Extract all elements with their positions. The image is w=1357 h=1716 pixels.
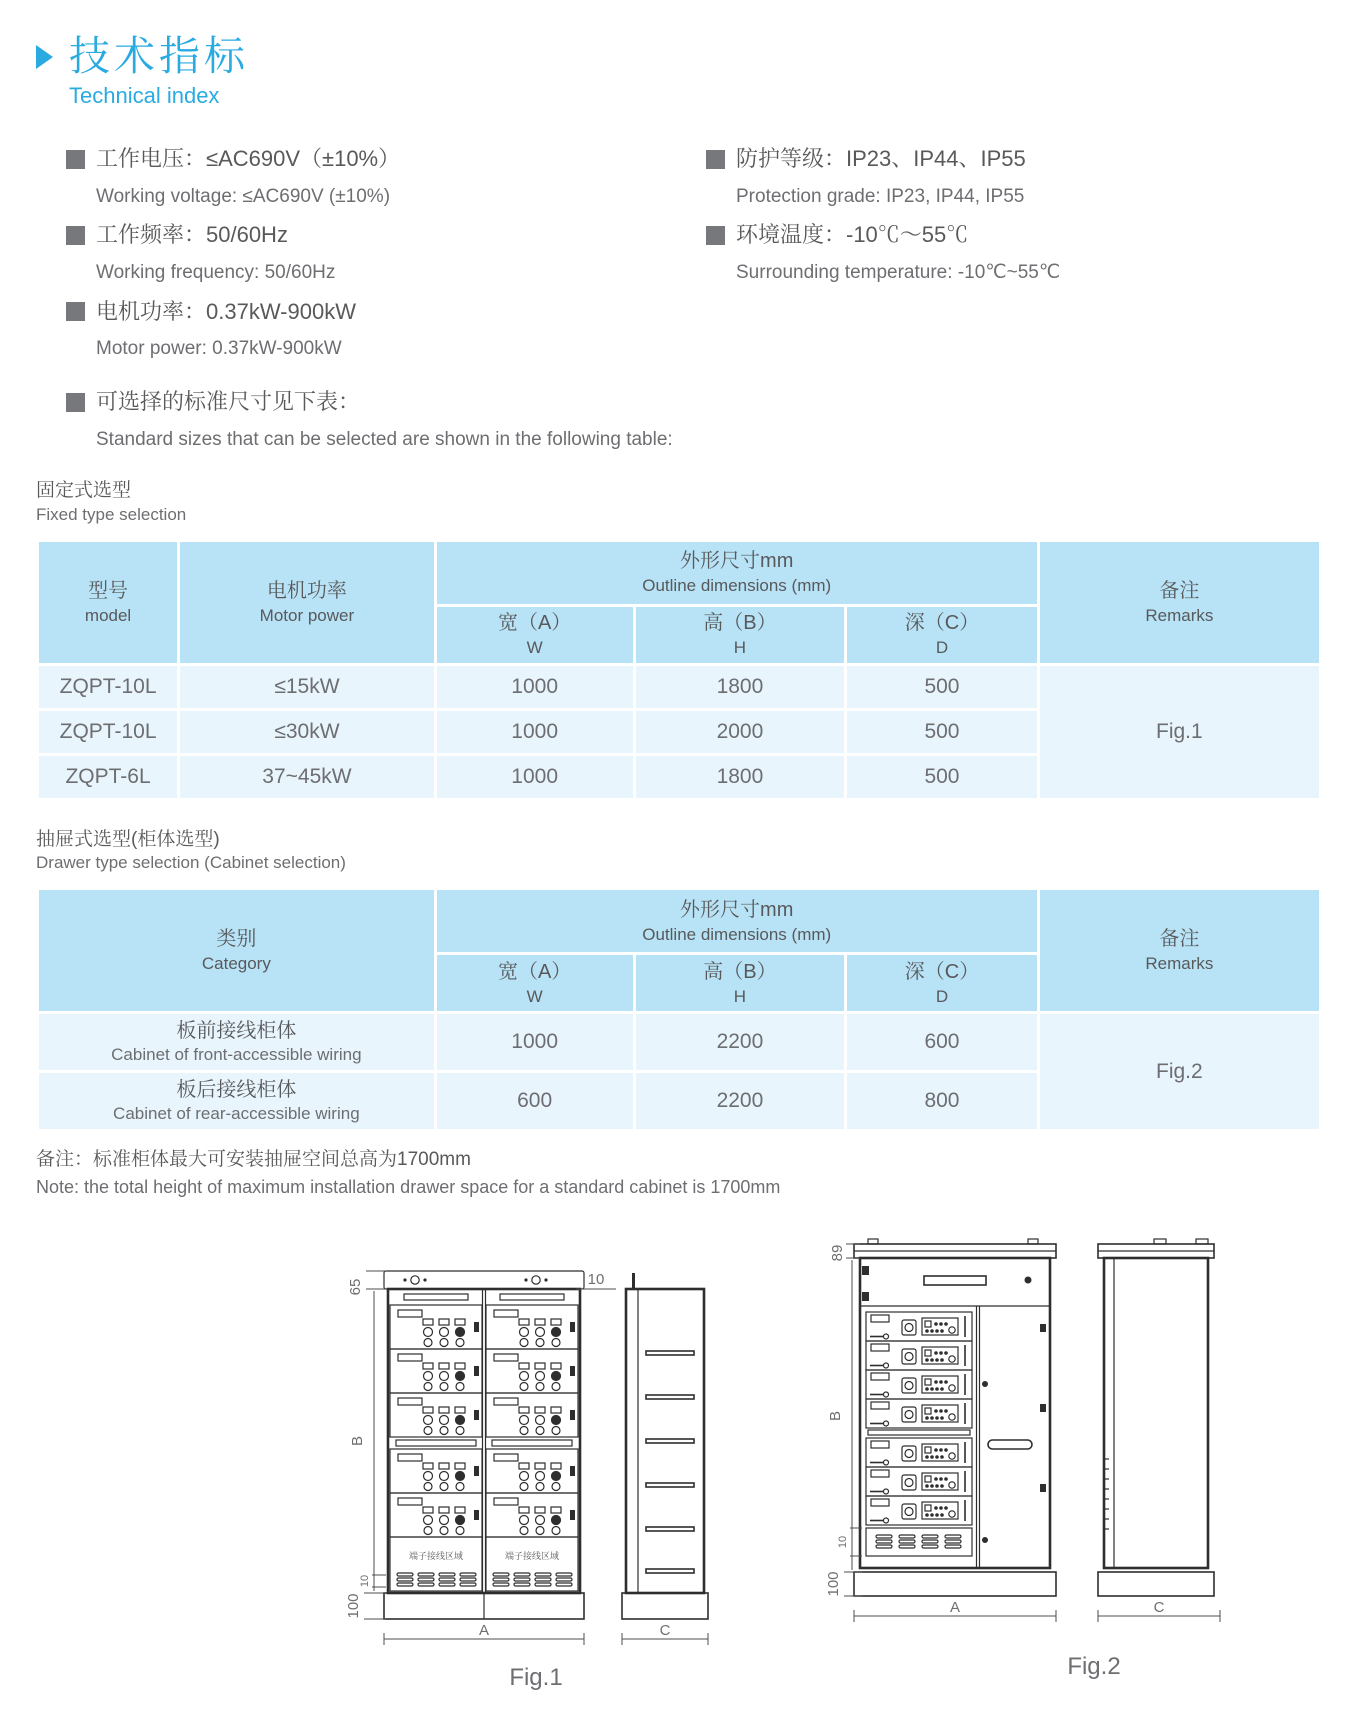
cell-height: 2000 xyxy=(634,709,846,754)
col-header-depth: 深（C） D xyxy=(846,954,1038,1013)
fixed-type-table xyxy=(36,539,1322,801)
spec-en-text: Working frequency: 50/60Hz xyxy=(96,261,336,283)
cell-height: 1800 xyxy=(634,754,846,799)
dim-89: 89 xyxy=(829,1244,846,1262)
cell-depth: 600 xyxy=(846,1013,1038,1072)
col-header-remarks: 备注 Remarks xyxy=(1038,889,1320,1013)
bullet-square-icon xyxy=(66,302,85,321)
section-label-cn: 抽屉式选型(柜体选型) xyxy=(36,828,220,850)
fig1-dimensions xyxy=(345,1271,708,1645)
bullet-square-icon xyxy=(66,150,85,169)
note-en: Note: the total height of maximum installation drawer space for a standard cabinet is 1700mm xyxy=(36,1176,781,1197)
cell-width: 1000 xyxy=(435,709,634,754)
spec-protection-grade xyxy=(676,145,1322,209)
spec-list xyxy=(36,133,1322,366)
col-header-outline-dimensions: 外形尺寸mm Outline dimensions (mm) xyxy=(435,889,1038,954)
spec-en-text: Working voltage: ≤AC690V (±10%) xyxy=(96,185,391,207)
terminal-area-label: 端子接线区域 xyxy=(408,1551,464,1562)
fig2-drawing xyxy=(764,1206,1284,1696)
cell-power: ≤30kW xyxy=(179,709,436,754)
terminal-area-label: 端子接线区域 xyxy=(504,1551,560,1562)
fig1-caption: Fig.1 xyxy=(509,1664,563,1692)
col-header-width: 宽（A） W xyxy=(435,605,634,664)
spec-cn-text: 电机功率：0.37kW-900kW xyxy=(96,298,356,324)
dim-B: B xyxy=(349,1436,366,1447)
fig2-front-view xyxy=(854,1239,1056,1596)
dim-10-small: 10 xyxy=(837,1535,849,1549)
col-header-height: 高（B） H xyxy=(634,954,846,1013)
spec-cn-text: 可选择的标准尺寸见下表： xyxy=(96,388,361,414)
bullet-square-icon xyxy=(66,393,85,412)
spec-column-right xyxy=(676,133,1322,366)
cell-height: 1800 xyxy=(634,664,846,709)
cell-height: 2200 xyxy=(634,1013,846,1072)
spec-surrounding-temperature xyxy=(676,221,1322,285)
cell-width: 1000 xyxy=(435,664,634,709)
spec-cn-text: 工作电压：≤AC690V（±10%） xyxy=(96,146,401,172)
spec-column-left xyxy=(36,133,676,366)
col-header-depth: 深（C） D xyxy=(846,605,1038,664)
note-cn: 备注：标准柜体最大可安装抽屉空间总高为1700mm xyxy=(36,1149,471,1171)
cell-power: 37~45kW xyxy=(179,754,436,799)
fig1-front-view xyxy=(384,1271,584,1619)
spec-cn-text: 环境温度：-10℃～55℃ xyxy=(736,222,969,248)
bullet-square-icon xyxy=(706,150,725,169)
spec-motor-power xyxy=(36,298,676,362)
cell-category: 板后接线柜体 Cabinet of rear-accessible wiring xyxy=(38,1072,436,1131)
cell-model: ZQPT-6L xyxy=(38,754,179,799)
spec-en-text: Motor power: 0.37kW-900kW xyxy=(96,338,342,360)
cell-remarks: Fig.1 xyxy=(1038,664,1320,799)
cell-remarks: Fig.2 xyxy=(1038,1013,1320,1131)
cell-category: 板前接线柜体 Cabinet of front-accessible wiring xyxy=(38,1013,436,1072)
cell-depth: 800 xyxy=(846,1072,1038,1131)
spec-cn-text: 防护等级：IP23、IP44、IP55 xyxy=(736,146,1026,172)
page-header xyxy=(36,34,1322,79)
spec-en-text: Surrounding temperature: -10℃~55℃ xyxy=(736,261,1061,283)
side-dashes xyxy=(1105,1459,1109,1529)
fig2-dimensions xyxy=(825,1244,1220,1622)
dim-B: B xyxy=(827,1411,844,1422)
cell-width: 600 xyxy=(435,1072,634,1131)
spec-cn-text: 工作频率：50/60Hz xyxy=(96,222,288,248)
col-header-model: 型号 model xyxy=(38,540,179,664)
fig1-side-view xyxy=(622,1273,708,1619)
page-title: 技术指标 xyxy=(69,33,249,79)
spec-working-frequency xyxy=(36,221,676,285)
dim-A: A xyxy=(949,1599,961,1617)
col-header-height: 高（B） H xyxy=(634,605,846,664)
page-subtitle: Technical index xyxy=(69,83,220,109)
fig1-drawing xyxy=(326,1241,746,1696)
dim-10-small: 10 xyxy=(359,1574,371,1588)
col-header-width: 宽（A） W xyxy=(435,954,634,1013)
spec-table-intro xyxy=(36,388,1322,452)
cell-power: ≤15kW xyxy=(179,664,436,709)
dim-65: 65 xyxy=(347,1278,364,1296)
drawer-type-table xyxy=(36,887,1322,1132)
cell-width: 1000 xyxy=(435,1013,634,1072)
col-header-remarks: 备注 Remarks xyxy=(1038,540,1320,664)
bullet-square-icon xyxy=(66,226,85,245)
dim-C: C xyxy=(1153,1599,1165,1617)
col-header-motor-power: 电机功率 Motor power xyxy=(179,540,436,664)
dim-10-top: 10 xyxy=(587,1271,605,1289)
section-label-cn: 固定式选型 xyxy=(36,480,132,502)
spec-working-voltage xyxy=(36,145,676,209)
cell-depth: 500 xyxy=(846,709,1038,754)
cell-height: 2200 xyxy=(634,1072,846,1131)
dim-100: 100 xyxy=(345,1593,362,1619)
fig2-vent-module xyxy=(866,1528,972,1556)
section-label-en: Fixed type selection xyxy=(36,504,187,524)
spec-en-text: Standard sizes that can be selected are shown in the following table: xyxy=(96,428,673,450)
spec-en-text: Protection grade: IP23, IP44, IP55 xyxy=(736,185,1025,207)
cell-depth: 500 xyxy=(846,754,1038,799)
dim-100: 100 xyxy=(825,1571,842,1597)
table-row xyxy=(38,664,1321,709)
fixed-type-section-label xyxy=(36,478,1322,527)
fig2-caption: Fig.2 xyxy=(1067,1653,1121,1681)
figures-area xyxy=(36,1206,1322,1696)
table-note xyxy=(36,1146,1322,1200)
section-label-en: Drawer type selection (Cabinet selection) xyxy=(36,853,346,873)
drawer-type-section-label xyxy=(36,827,1322,876)
col-header-outline-dimensions: 外形尺寸mm Outline dimensions (mm) xyxy=(435,540,1038,605)
cell-depth: 500 xyxy=(846,664,1038,709)
section-arrow-icon xyxy=(36,45,53,69)
dim-C: C xyxy=(659,1622,671,1640)
cell-model: ZQPT-10L xyxy=(38,664,179,709)
bullet-square-icon xyxy=(706,226,725,245)
table-row xyxy=(38,1013,1321,1072)
fig2-side-view xyxy=(1098,1239,1214,1596)
cell-width: 1000 xyxy=(435,754,634,799)
col-header-category: 类别 Category xyxy=(38,889,436,1013)
dim-A: A xyxy=(478,1622,490,1640)
cap-dots xyxy=(403,1276,547,1284)
cell-model: ZQPT-10L xyxy=(38,709,179,754)
